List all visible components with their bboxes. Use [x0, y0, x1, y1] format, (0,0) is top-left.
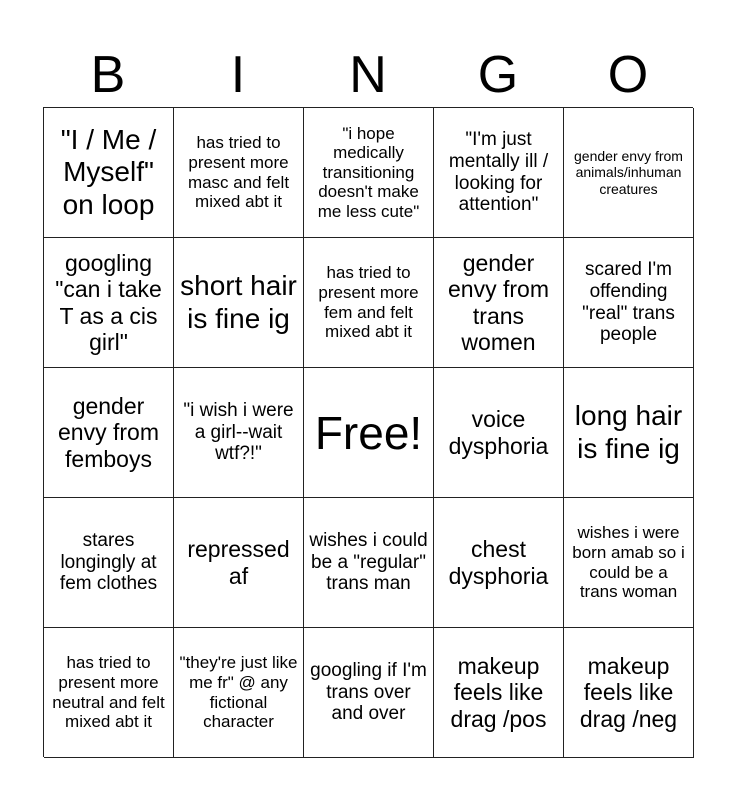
bingo-cell[interactable]: [434, 368, 564, 498]
bingo-cell[interactable]: [44, 628, 174, 758]
cell-text: googling if I'm trans over and over: [310, 659, 427, 725]
cell-text: "I / Me / Myself" on loop: [60, 124, 157, 220]
bingo-cell[interactable]: [44, 498, 174, 628]
header-letter-b: B: [90, 46, 126, 104]
cell-text: makeup feels like drag /neg: [579, 652, 678, 732]
cell-text: gender envy from trans women: [448, 249, 549, 355]
bingo-cell[interactable]: [434, 498, 564, 628]
cell-text: "i wish i were a girl--wait wtf?!": [183, 399, 294, 465]
bingo-cell[interactable]: [44, 238, 174, 368]
cell-text: stares longingly at fem clothes: [59, 529, 158, 595]
cell-text: scared I'm offending "real" trans people: [582, 258, 675, 346]
cell-text: "I'm just mentally ill / looking for attention": [448, 128, 549, 216]
bingo-cell[interactable]: [564, 628, 694, 758]
cell-text: makeup feels like drag /pos: [450, 652, 547, 732]
cell-text: chest dysphoria: [448, 536, 549, 589]
bingo-grid: [43, 107, 693, 757]
bingo-cell[interactable]: [564, 238, 694, 368]
bingo-cell[interactable]: [174, 628, 304, 758]
cell-text: short hair is fine ig: [180, 270, 297, 334]
bingo-cell[interactable]: [174, 238, 304, 368]
cell-text: has tried to present more fem and felt mixed abt it: [318, 263, 419, 342]
cell-text: long hair is fine ig: [574, 400, 683, 464]
cell-text: voice dysphoria: [448, 406, 549, 459]
cell-text: "they're just like me fr" @ any fictional character: [179, 653, 298, 732]
bingo-cell[interactable]: [304, 498, 434, 628]
bingo-cell[interactable]: [174, 368, 304, 498]
bingo-cell[interactable]: [434, 108, 564, 238]
cell-text: wishes i could be a "regular" trans man: [309, 529, 428, 595]
cell-text: "i hope medically transitioning doesn't make me less cute": [317, 123, 420, 221]
bingo-cell[interactable]: [174, 498, 304, 628]
free-space-label: Free!: [314, 406, 423, 459]
header-letter-i: I: [230, 46, 246, 104]
bingo-cell[interactable]: [304, 628, 434, 758]
bingo-cell[interactable]: [44, 108, 174, 238]
cell-text: repressed af: [187, 536, 290, 589]
header-letter-g: G: [477, 46, 519, 104]
bingo-cell[interactable]: [44, 368, 174, 498]
bingo-cell[interactable]: [304, 108, 434, 238]
bingo-cell[interactable]: [304, 238, 434, 368]
cell-text: gender envy from animals/inhuman creatures: [574, 148, 683, 197]
cell-text: wishes i were born amab so i could be a trans woman: [572, 523, 685, 602]
bingo-cell[interactable]: [434, 238, 564, 368]
header-letter-o: O: [607, 46, 649, 104]
cell-text: has tried to present more neutral and felt mixed abt it: [52, 653, 165, 732]
bingo-header: [43, 44, 693, 106]
bingo-cell[interactable]: [564, 368, 694, 498]
bingo-cell[interactable]: [434, 628, 564, 758]
cell-text: has tried to present more masc and felt mixed abt it: [187, 133, 290, 212]
header-letter-n: N: [349, 46, 387, 104]
cell-text: googling "can i take T as a cis girl": [55, 249, 162, 355]
bingo-cell[interactable]: [564, 108, 694, 238]
bingo-cell[interactable]: [564, 498, 694, 628]
free-space-cell[interactable]: [304, 368, 434, 498]
cell-text: gender envy from femboys: [58, 392, 159, 472]
bingo-cell[interactable]: [174, 108, 304, 238]
